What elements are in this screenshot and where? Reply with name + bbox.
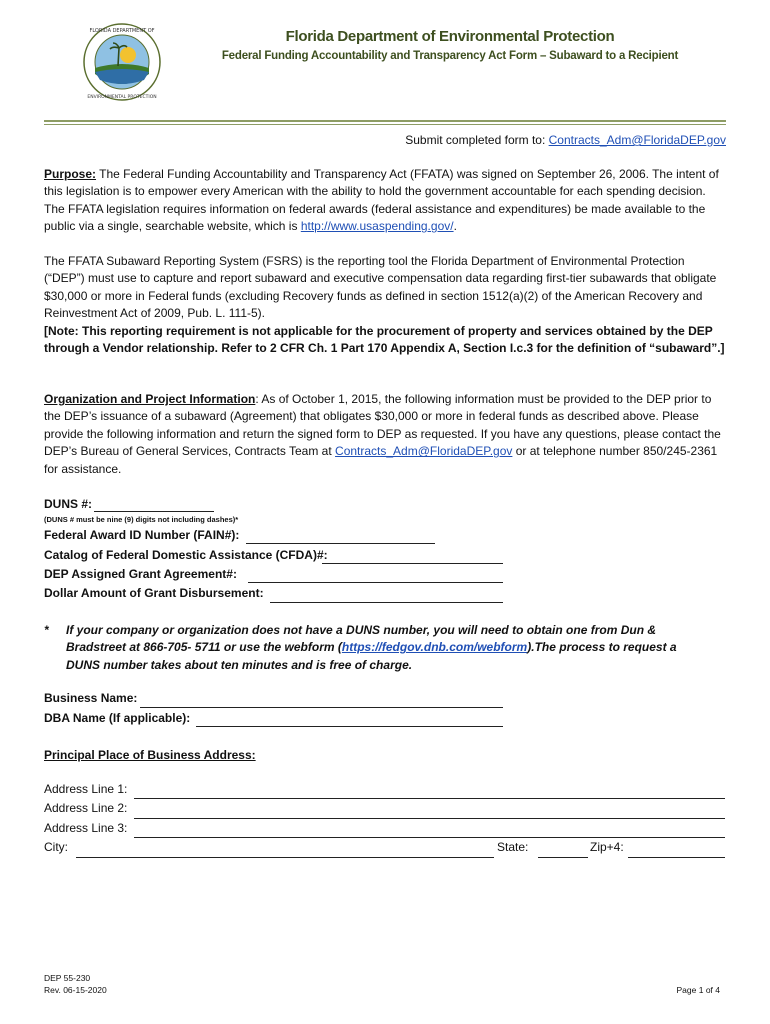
seal-text-bottom: ENVIRONMENTAL PROTECTION: [87, 95, 157, 100]
purpose-paragraph: Purpose: The Federal Funding Accountability and Transparency Act (FFATA) was signed on September 26, 2006. The intent of this legislation is to empower every American with the ability to hold the government accountable for each spending decision. The FFATA legislation requires information on federal awards (federal assistance and expenditures) be made available to the public via a single, searchable website, which is http://www.usaspending.gov/.: [44, 167, 719, 234]
duns-label: DUNS #:: [44, 497, 93, 511]
page-number: Page 1 of 4: [676, 985, 720, 995]
cfda-label: Catalog of Federal Domestic Assistance (CFDA)#:: [44, 548, 328, 562]
business-name-input-line[interactable]: [140, 707, 503, 708]
fain-input-line[interactable]: [246, 543, 435, 544]
state-input-line[interactable]: [538, 857, 588, 858]
submit-email-link[interactable]: Contracts_Adm@FloridaDEP.gov: [548, 133, 726, 147]
contracts-email-link[interactable]: Contracts_Adm@FloridaDEP.gov: [335, 444, 513, 459]
address-line1-input-line[interactable]: [134, 798, 725, 799]
submit-prefix: Submit completed form to:: [405, 133, 549, 147]
address-line2-label: Address Line 2:: [44, 801, 128, 815]
purpose-text: The Federal Funding Accountability and Transparency Act (FFATA) was signed on September 26, 2006. The intent of this legislation is to empower every American with the ability to hold the government accountable for each spending decision. The FFATA legislation requires information on federal awards (federal assistance and expenditures) be made available to the public via a single, searchable website, which is: [44, 167, 719, 234]
dba-name-label: DBA Name (If applicable):: [44, 711, 191, 725]
seal-text-top: FLORIDA DEPARTMENT OF: [89, 28, 155, 34]
form-revision: Rev. 06-15-2020: [44, 985, 107, 995]
business-name-label: Business Name:: [44, 691, 138, 705]
address-line1-label: Address Line 1:: [44, 782, 128, 796]
zip-input-line[interactable]: [628, 857, 725, 858]
city-input-line[interactable]: [76, 857, 494, 858]
address-line3-label: Address Line 3:: [44, 821, 128, 835]
address-line3-input-line[interactable]: [134, 837, 725, 838]
dba-name-input-line[interactable]: [196, 726, 503, 727]
fsrs-note: [Note: This reporting requirement is not applicable for the procurement of property and services obtained by the DEP through a Vendor relationship. Refer to 2 CFR Ch. 1 Part 170 Appendix A, Section I.c.3 for the definition of “subaward”.]: [44, 323, 725, 356]
submit-line: [44, 132, 726, 149]
dnb-webform-link[interactable]: https://fedgov.dnb.com/webform: [341, 640, 528, 655]
org-text: : As of October 1, 2015, the following information must be provided to the DEP prior to the DEP’s issuance of a subaward (Agreement) that obligates $30,000 or more in federal funds as described above. Please provide the following information and return the signed form to DEP as requested. If you have any questions, please contact the DEP’s Bureau of General Services, Contracts Team at: [44, 392, 721, 459]
agreement-input-line[interactable]: [248, 582, 503, 583]
duns-notice-star: *: [44, 623, 49, 637]
fsrs-text: The FFATA Subaward Reporting System (FSRS) is the reporting tool the Florida Department of Environmental Protection (“DEP”) must use to capture and report subaward and executive compensation data regarding first-tier subawards that obligate $30,000 or more in Federal funds (excluding Recovery funds as defined in section 1512(a)(2) of the American Recovery and Reinvestment Act of 2009, Pub. L. 111-5).: [44, 254, 717, 321]
address-line2-input-line[interactable]: [134, 818, 725, 819]
form-title: Federal Funding Accountability and Transparency Act Form – Subaward to a Recipient: [221, 50, 679, 62]
purpose-heading: Purpose:: [44, 167, 97, 181]
agency-title: Florida Department of Environmental Protection: [285, 28, 615, 45]
duns-input-line[interactable]: [94, 511, 214, 512]
duns-note: (DUNS # must be nine (9) digits not including dashes)*: [44, 515, 239, 524]
org-paragraph: Organization and Project Information: As of October 1, 2015, the following information must be provided to the DEP prior to the DEP’s issuance of a subaward (Agreement) that obligates $30,000 or more in federal funds as described above. Please provide the following information and return the signed form to DEP as requested. If you have any questions, please contact the DEP’s Bureau of General Services, Contracts Team at Contracts_Adm@FloridaDEP.gov or at telephone number 850/245-2361 for assistance.: [44, 392, 721, 476]
amount-label: Dollar Amount of Grant Disbursement:: [44, 586, 264, 600]
duns-notice-text: If your company or organization does not have a DUNS number, you will need to obtain one from Dun & Bradstreet at 866-705- 5711 or use the webform (https://fedgov.dnb.com/webform).The process to request a DUNS number takes about ten minutes and is free of charge.: [66, 623, 677, 672]
cfda-input-line[interactable]: [322, 563, 503, 564]
zip-label: Zip+4:: [590, 840, 624, 854]
city-label: City:: [44, 840, 68, 854]
dep-seal-logo: [82, 22, 162, 102]
address-heading: Principal Place of Business Address:: [44, 748, 256, 762]
fain-label: Federal Award ID Number (FAIN#):: [44, 528, 240, 542]
state-label: State:: [497, 840, 529, 854]
amount-input-line[interactable]: [270, 602, 503, 603]
form-number: DEP 55-230: [44, 973, 91, 983]
header-rule: [44, 120, 726, 122]
fsrs-paragraph: [44, 253, 726, 357]
org-heading: Organization and Project Information: [44, 392, 256, 406]
header-rule-thin: [44, 124, 726, 125]
agreement-label: DEP Assigned Grant Agreement#:: [44, 567, 237, 581]
usaspending-link[interactable]: http://www.usaspending.gov/: [300, 219, 454, 234]
